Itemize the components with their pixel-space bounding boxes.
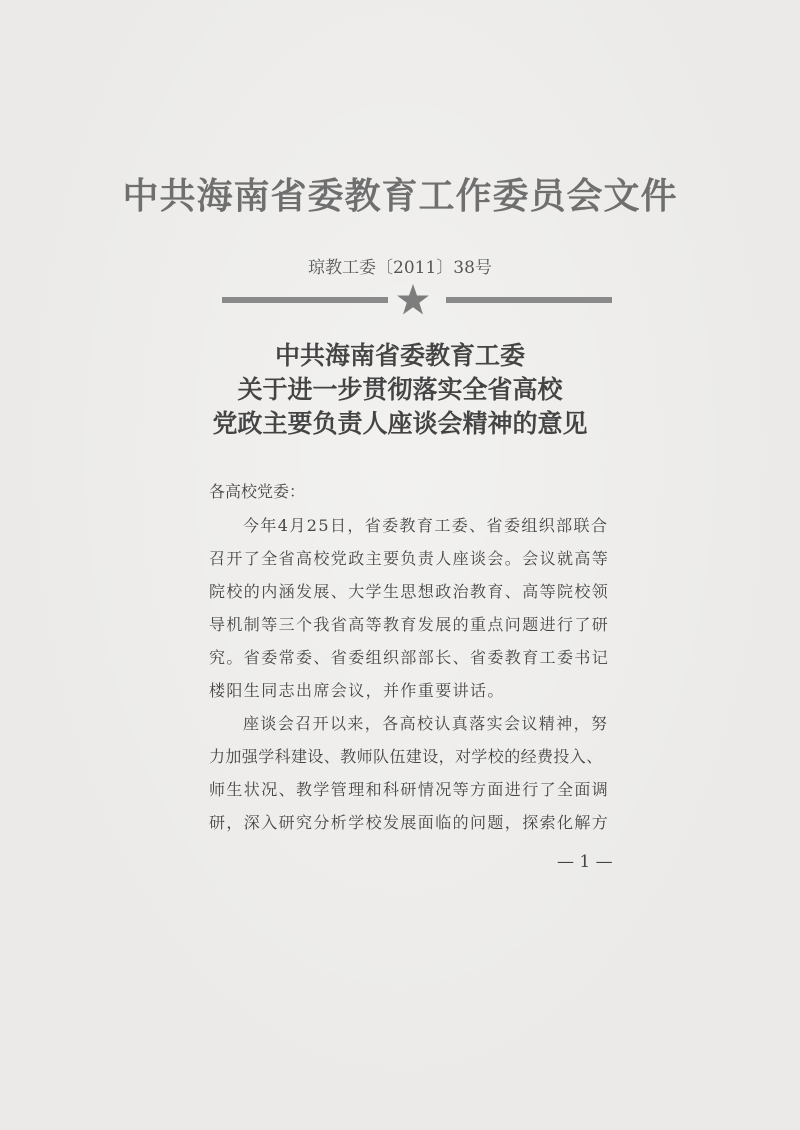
body-text-line: 今年4月25日，省委教育工委、省委组织部联合 [243, 516, 609, 535]
body-text-line: 究。省委常委、省委组织部部长、省委教育工委书记 [209, 648, 610, 667]
document-title-line-1: 中共海南省委教育工委 [274, 341, 525, 370]
body-text-line: 导机制等三个我省高等教育发展的重点问题进行了研 [209, 615, 610, 634]
header-org-title: 中共海南省委教育工作委员会文件 [122, 176, 678, 217]
body-text-line: 楼阳生同志出席会议，并作重要讲话。 [209, 681, 505, 700]
body-text-line: 师生状况、教学管理和科研情况等方面进行了全面调 [209, 780, 610, 799]
body-text-line: 召开了全省高校党政主要负责人座谈会。会议就高等 [209, 549, 610, 568]
body-text-line: 力加强学科建设、教师队伍建设，对学校的经费投入、 [209, 747, 603, 766]
document-number: 琼教工委〔2011〕38号 [308, 258, 492, 278]
salutation: 各高校党委： [209, 482, 306, 501]
divider-line-right [446, 297, 612, 303]
body-text-line: 院校的内涵发展、大学生思想政治教育、高等院校领 [209, 582, 610, 601]
body-text-line: 座谈会召开以来，各高校认真落实会议精神，努 [243, 714, 609, 733]
star-icon [396, 283, 430, 317]
divider-line-left [222, 297, 388, 303]
body-text-line: 研，深入研究分析学校发展面临的问题，探索化解方 [209, 813, 610, 832]
document-title-line-3: 党政主要负责人座谈会精神的意见 [212, 409, 588, 438]
document-title-line-2: 关于进一步贯彻落实全省高校 [237, 375, 563, 404]
page-number: — 1 — [557, 852, 613, 872]
